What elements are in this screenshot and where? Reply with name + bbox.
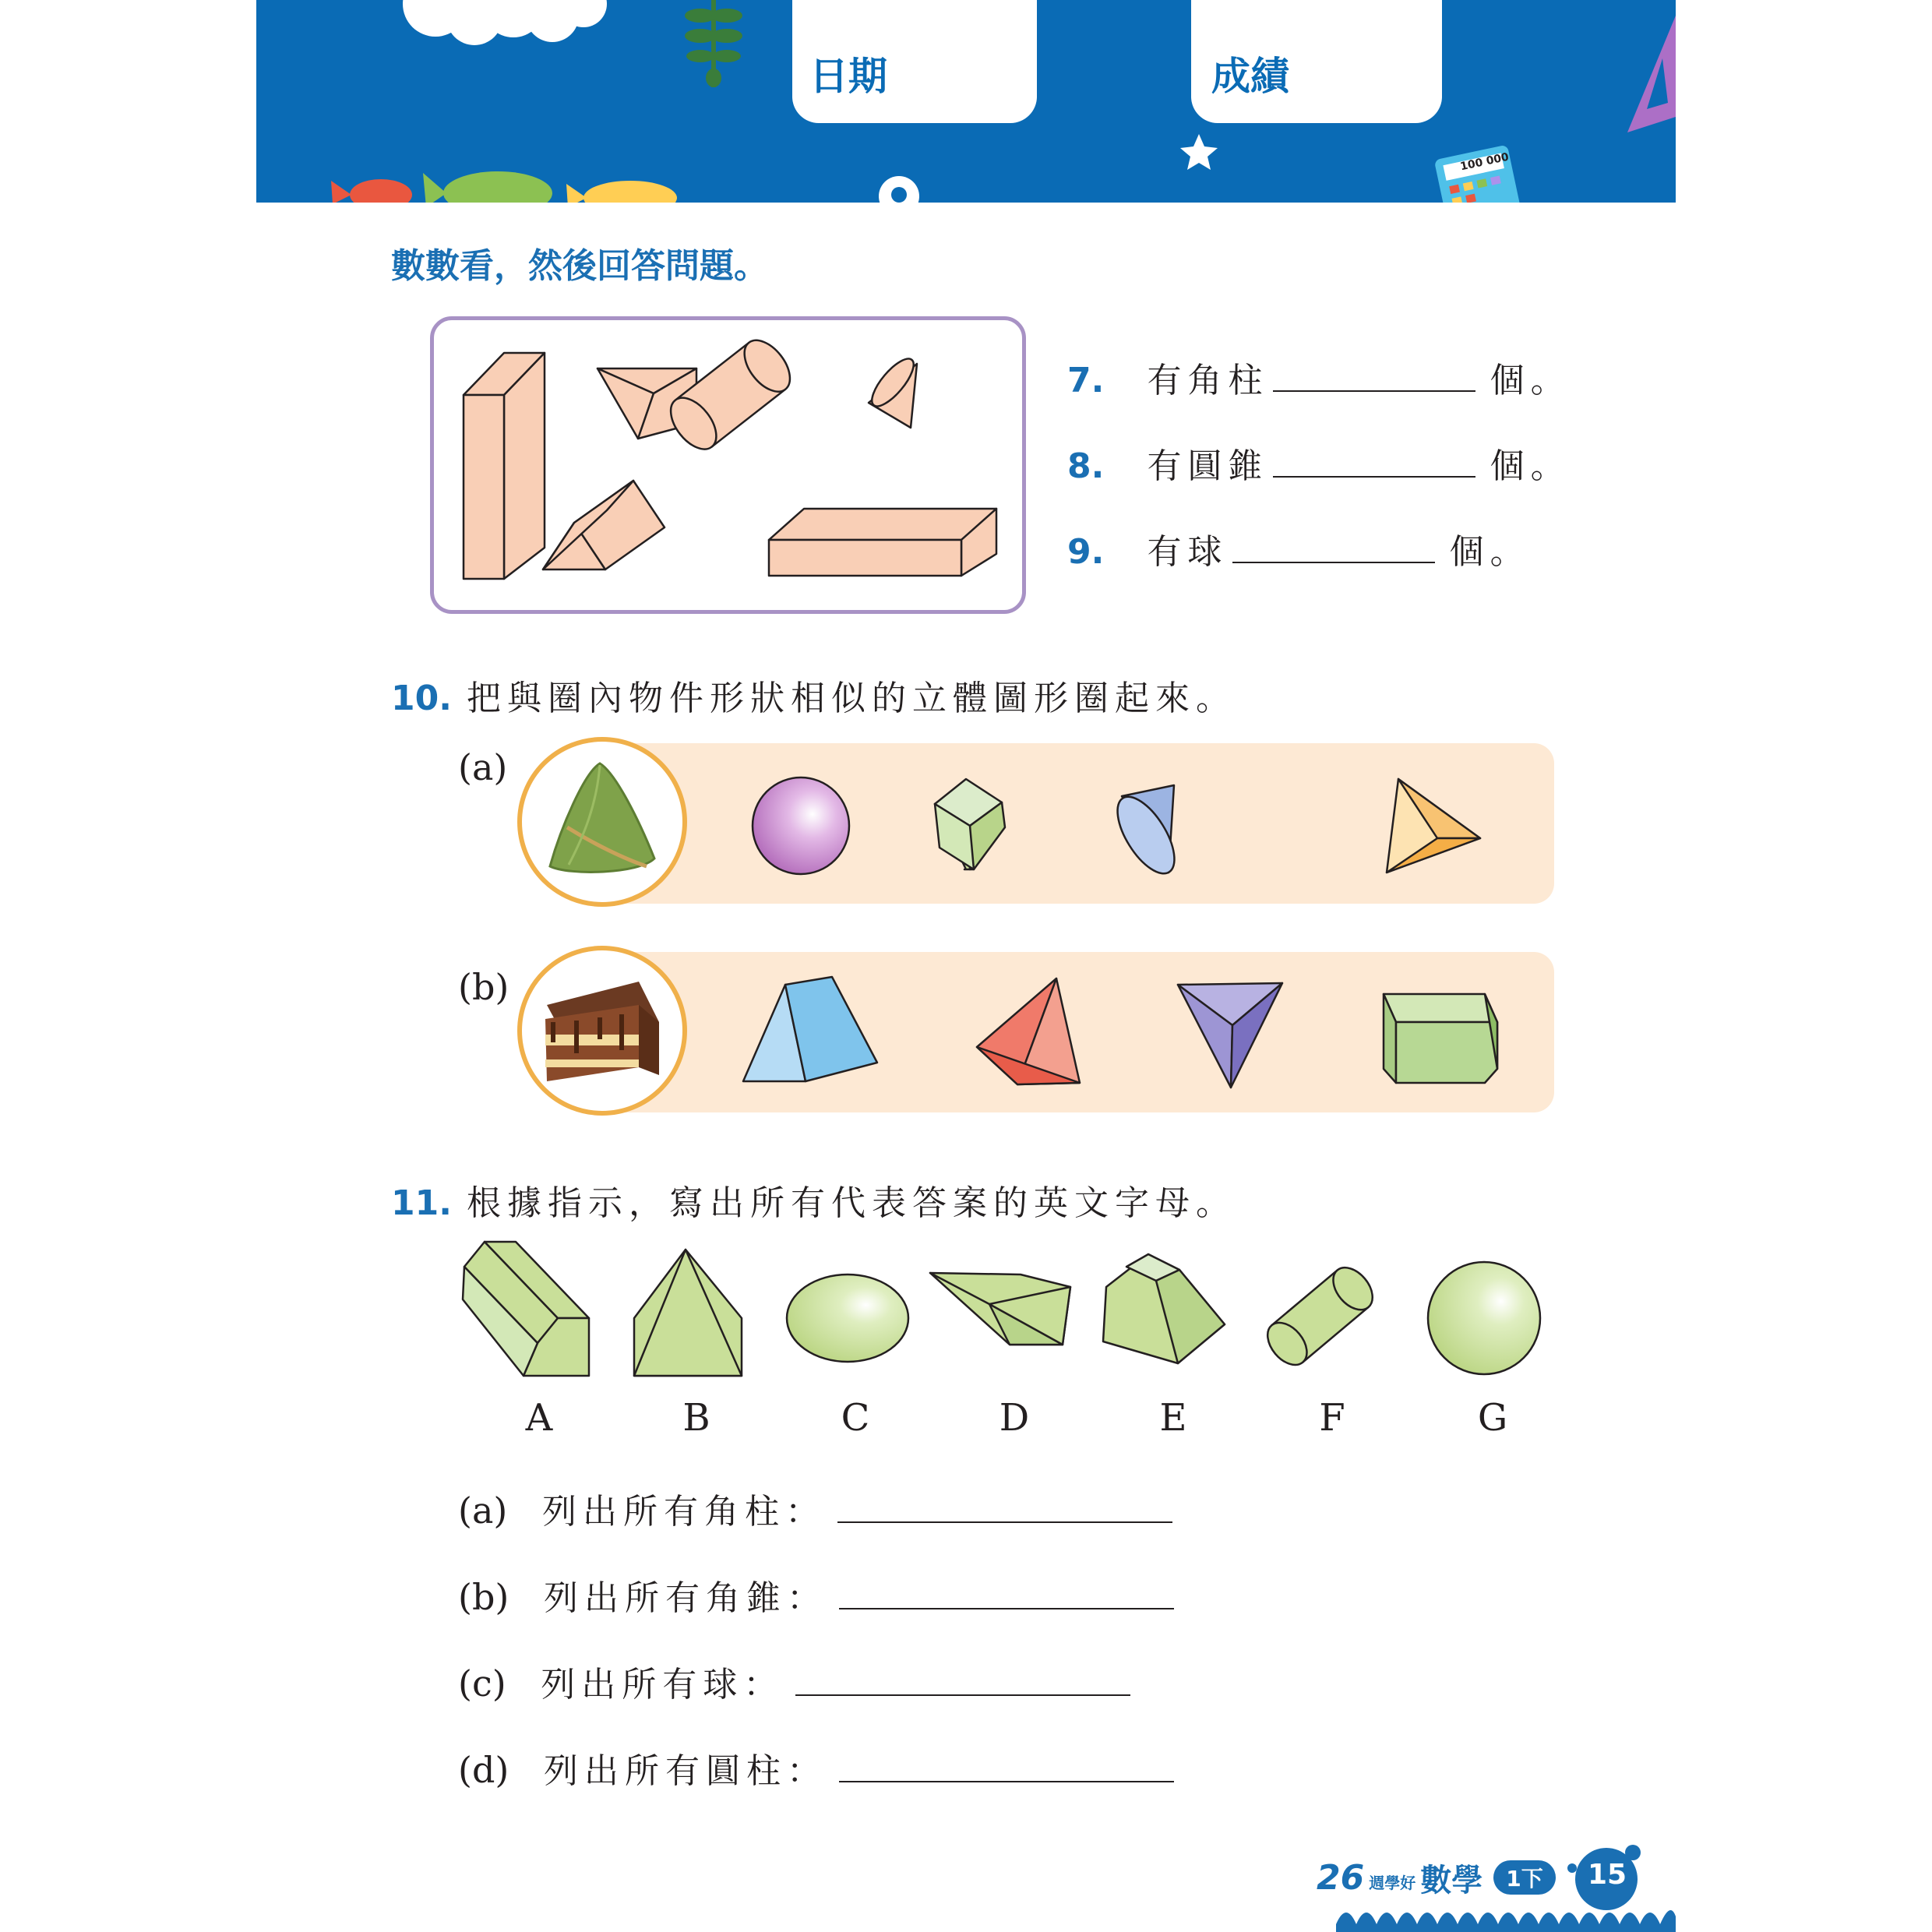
shapes-box — [430, 316, 1026, 614]
book-subtitle: 週學好 — [1369, 1874, 1416, 1892]
question-suffix: 個。 — [1490, 446, 1571, 486]
answer-blank[interactable] — [1273, 445, 1475, 478]
answer-blank[interactable] — [795, 1663, 1130, 1696]
part-d — [458, 1743, 1174, 1793]
answer-blank[interactable] — [839, 1750, 1174, 1782]
cube-icon[interactable] — [935, 779, 1005, 869]
question-text: 把與圈內物件形狀相似的立體圖形圈起來。 — [467, 679, 1237, 718]
shape-letter-e: E — [1159, 1396, 1187, 1440]
cylinder-icon — [662, 332, 799, 457]
question-prefix: 有角柱 — [1147, 361, 1269, 400]
wave-decoration — [1336, 1901, 1676, 1932]
cake-slice-icon — [522, 950, 682, 1111]
question-number: 9. — [1067, 532, 1105, 572]
part-label: (a) — [458, 1490, 508, 1532]
shape-letter-a: A — [525, 1396, 553, 1440]
part-c — [458, 1656, 1130, 1706]
part-label: (c) — [458, 1662, 506, 1705]
sphere-icon[interactable] — [753, 777, 849, 874]
part-text: 列出所有角錐： — [543, 1578, 827, 1618]
shape-d-pentagonal-pyramid-icon — [930, 1273, 1070, 1345]
answer-blank[interactable] — [1232, 531, 1435, 563]
shape-a-triangular-prism-icon — [463, 1242, 589, 1376]
score-box[interactable] — [1191, 0, 1442, 123]
cone-icon[interactable] — [1106, 785, 1186, 883]
question-prefix: 有圓錐 — [1147, 446, 1269, 486]
shape-letter-f: F — [1319, 1396, 1345, 1440]
shape-letter-b: B — [682, 1396, 710, 1440]
question-suffix: 個。 — [1490, 361, 1571, 400]
part-a — [458, 1483, 1172, 1533]
triangular-prism-icon — [543, 481, 665, 569]
set-square-icon — [1627, 16, 1676, 132]
part-label: (b) — [458, 1576, 509, 1618]
question-7 — [1067, 352, 1571, 402]
leaf-icon — [685, 0, 742, 87]
shapes-figure — [434, 320, 1022, 610]
question-number: 8. — [1067, 446, 1105, 486]
rice-dumpling-icon — [522, 742, 682, 902]
shape-letter-g: G — [1477, 1396, 1508, 1440]
part-b — [458, 1570, 1174, 1620]
question-number: 10. — [391, 679, 452, 718]
answer-blank[interactable] — [837, 1490, 1172, 1523]
shape-f-cylinder-icon — [1260, 1260, 1380, 1373]
book-number: 26 — [1317, 1857, 1365, 1898]
shape-options-a — [732, 763, 1511, 888]
instruction-heading: 數數看，然後回答問題。 — [391, 246, 768, 286]
triangular-pyramid-icon[interactable] — [977, 978, 1080, 1084]
fish-icon — [331, 171, 677, 203]
question-number: 7. — [1067, 361, 1105, 400]
book-footer — [1317, 1854, 1556, 1901]
question-suffix: 個。 — [1449, 532, 1531, 572]
part-label: (d) — [458, 1749, 509, 1791]
rectangular-prism-icon — [464, 353, 545, 579]
grade-badge: 1下 — [1493, 1860, 1555, 1895]
book-subject: 數學 — [1420, 1862, 1483, 1899]
hexagonal-prism-icon[interactable] — [1384, 994, 1497, 1083]
page-number: 15 — [1587, 1859, 1627, 1891]
question-number: 11. — [391, 1183, 452, 1223]
triangular-pyramid-icon[interactable] — [1178, 983, 1282, 1088]
calculator-display: 100 000 — [1459, 150, 1511, 174]
shape-c-ellipsoid-icon — [787, 1274, 908, 1362]
score-label: 成績 — [1211, 54, 1289, 99]
date-label: 日期 — [809, 54, 887, 99]
shapes-row — [452, 1231, 1558, 1387]
question-text: 根據指示，寫出所有代表答案的英文字母。 — [467, 1183, 1237, 1223]
triangular-prism-icon[interactable] — [743, 977, 877, 1081]
shape-options-b — [732, 966, 1511, 1098]
question-10 — [391, 670, 1236, 720]
row-label: (b) — [458, 966, 509, 1008]
question-prefix: 有球 — [1147, 532, 1229, 572]
date-box[interactable] — [792, 0, 1037, 123]
cloud-icon — [403, 0, 607, 45]
triangular-pyramid-icon[interactable] — [1387, 779, 1480, 873]
question-9 — [1067, 524, 1531, 573]
part-text: 列出所有圓柱： — [543, 1751, 827, 1791]
row-label: (a) — [458, 746, 508, 788]
part-text: 列出所有球： — [541, 1665, 784, 1705]
answer-blank[interactable] — [1273, 359, 1475, 392]
shape-letter-c: C — [841, 1396, 870, 1440]
calculator-icon — [1434, 145, 1522, 203]
question-8 — [1067, 438, 1571, 488]
question-11 — [391, 1175, 1236, 1225]
shape-b-pyramid-icon — [634, 1250, 742, 1376]
shape-e-frustum-icon — [1103, 1254, 1225, 1363]
part-text: 列出所有角柱： — [541, 1492, 826, 1532]
cone-icon — [866, 353, 920, 428]
page-header — [256, 0, 1676, 203]
shape-g-sphere-icon — [1428, 1262, 1540, 1374]
object-circle-a — [517, 737, 687, 907]
shape-letter-d: D — [999, 1396, 1030, 1440]
object-circle-b — [517, 946, 687, 1116]
star-icon — [1180, 134, 1218, 170]
answer-blank[interactable] — [839, 1577, 1174, 1609]
rectangular-prism-icon — [769, 509, 996, 576]
